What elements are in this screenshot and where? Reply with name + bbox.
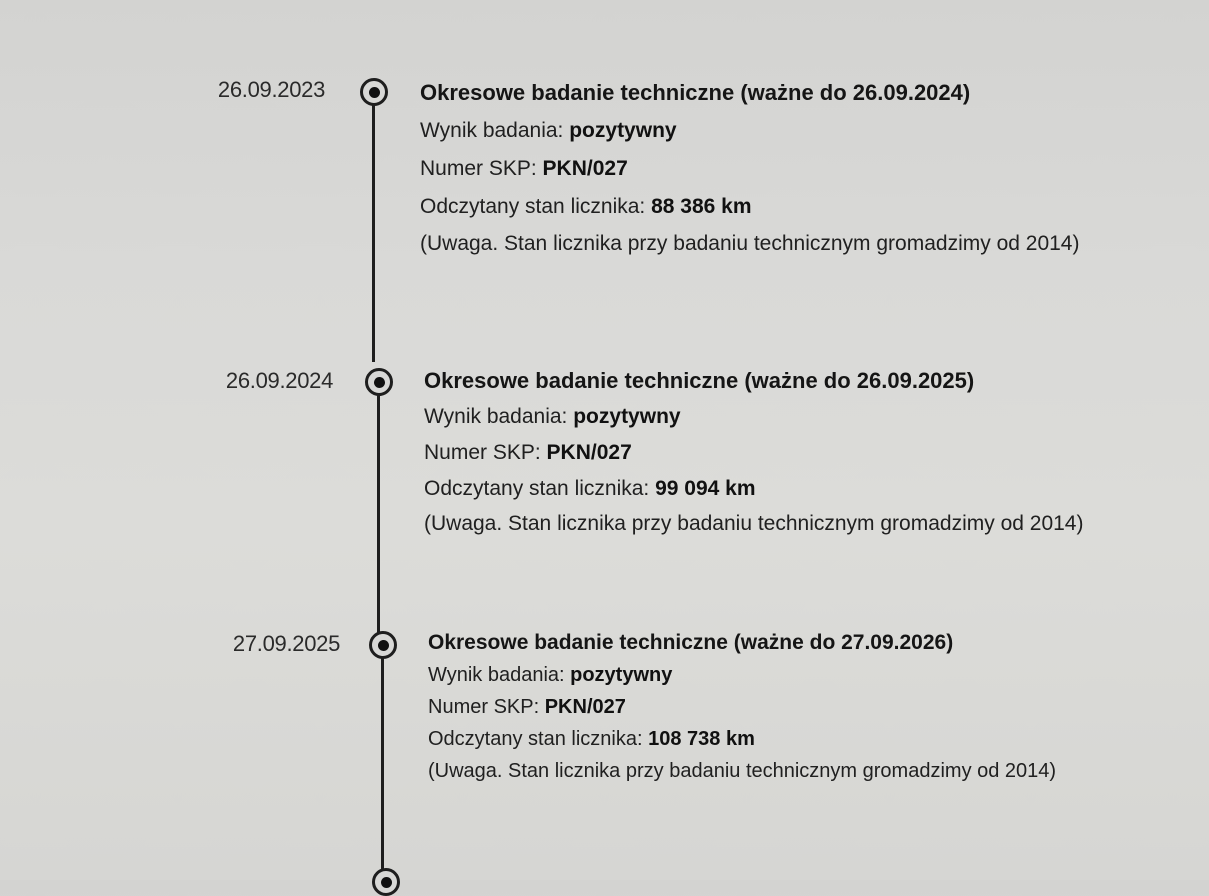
skp-row xyxy=(420,150,1140,188)
result-value: pozytywny xyxy=(573,405,681,428)
timeline-marker-icon xyxy=(365,368,393,396)
event-details xyxy=(420,74,1140,262)
event-details xyxy=(424,363,1144,541)
timeline-marker-icon xyxy=(369,631,397,659)
skp-value: PKN/027 xyxy=(544,696,626,718)
result-value: pozytywny xyxy=(569,119,677,142)
result-label: Wynik badania: xyxy=(424,405,568,428)
skp-row xyxy=(424,435,1144,471)
event-date: 26.09.2024 xyxy=(225,368,333,393)
event-details xyxy=(428,627,1148,787)
skp-label: Numer SKP: xyxy=(428,696,540,718)
odometer-label: Odczytany stan licznika: xyxy=(424,477,650,500)
result-label: Wynik badania: xyxy=(428,664,565,686)
timeline-line xyxy=(381,643,384,883)
odometer-row xyxy=(424,471,1144,507)
result-row xyxy=(424,399,1144,435)
odometer-value: 108 738 km xyxy=(648,728,755,750)
result-value: pozytywny xyxy=(570,664,673,686)
skp-value: PKN/027 xyxy=(546,441,632,464)
timeline-marker-icon xyxy=(372,868,400,896)
odometer-note: (Uwaga. Stan licznika przy badaniu technicznym gromadzimy od 2014) xyxy=(420,232,1080,255)
event-title: Okresowe badanie techniczne (ważne do 26.09.2024) xyxy=(420,80,971,105)
timeline-line xyxy=(372,92,375,362)
skp-value: PKN/027 xyxy=(542,157,628,180)
event-date: 27.09.2025 xyxy=(232,631,340,656)
event-title: Okresowe badanie techniczne (ważne do 26.09.2025) xyxy=(424,368,975,393)
event-title: Okresowe badanie techniczne (ważne do 27.09.2026) xyxy=(428,631,954,654)
odometer-row xyxy=(420,188,1140,226)
timeline-marker-icon xyxy=(360,78,388,106)
skp-row xyxy=(428,691,1148,723)
event-date: 26.09.2023 xyxy=(217,77,325,102)
timeline-line xyxy=(377,380,380,640)
odometer-value: 99 094 km xyxy=(655,477,756,500)
odometer-label: Odczytany stan licznika: xyxy=(428,728,643,750)
skp-label: Numer SKP: xyxy=(424,441,541,464)
odometer-row xyxy=(428,723,1148,755)
odometer-label: Odczytany stan licznika: xyxy=(420,195,646,218)
skp-label: Numer SKP: xyxy=(420,157,537,180)
result-label: Wynik badania: xyxy=(420,119,564,142)
odometer-value: 88 386 km xyxy=(651,195,752,218)
result-row xyxy=(428,659,1148,691)
odometer-note: (Uwaga. Stan licznika przy badaniu technicznym gromadzimy od 2014) xyxy=(428,760,1057,782)
result-row xyxy=(420,112,1140,150)
odometer-note: (Uwaga. Stan licznika przy badaniu technicznym gromadzimy od 2014) xyxy=(424,512,1084,535)
